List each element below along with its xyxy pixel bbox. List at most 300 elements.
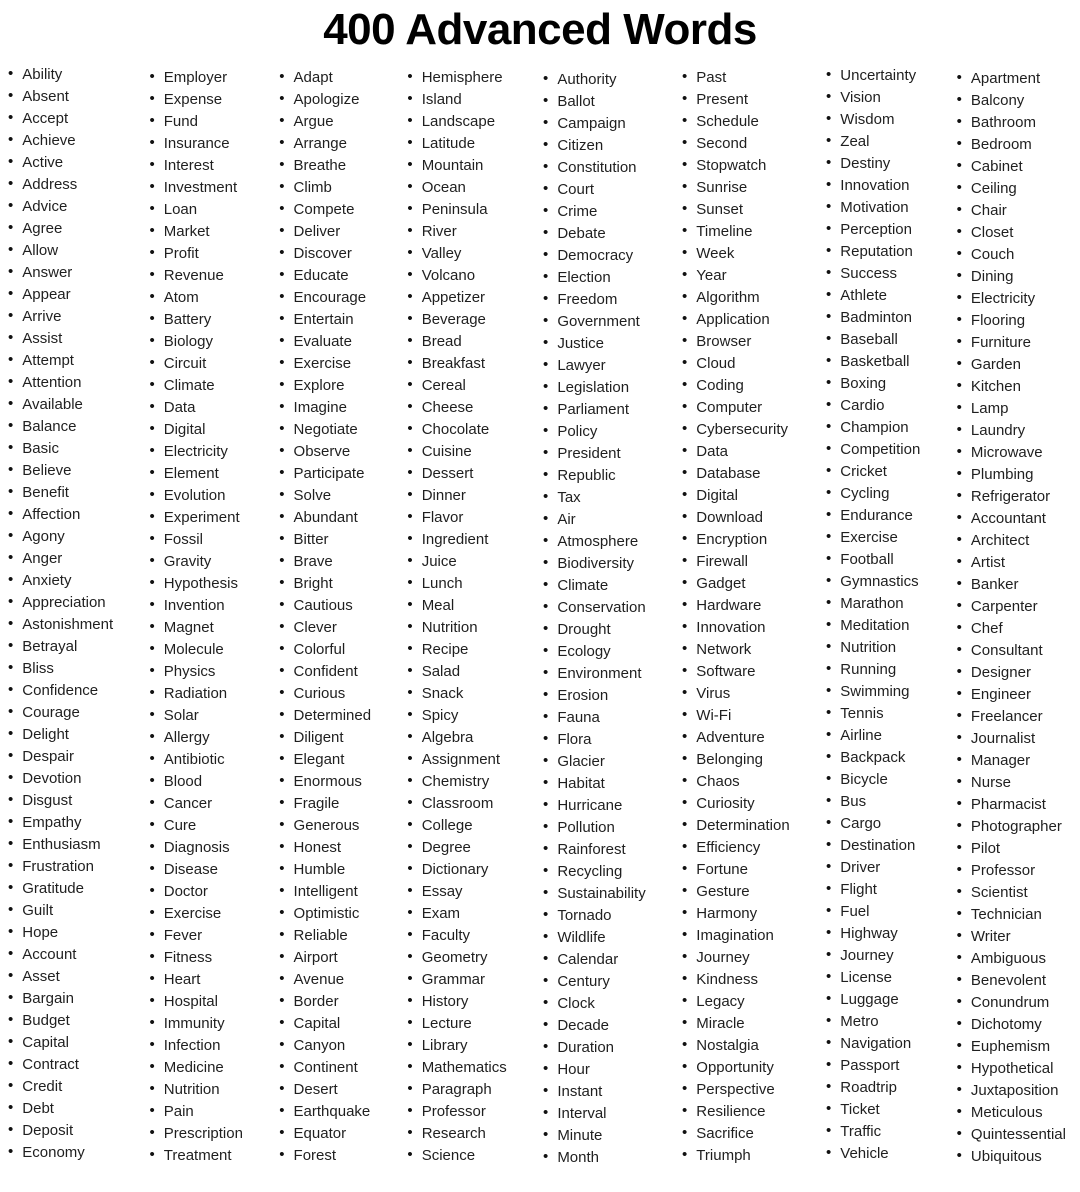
list-item: • Accept (8, 108, 113, 130)
list-item: • Enthusiasm (8, 834, 113, 856)
list-item: • Journey (682, 947, 790, 969)
list-item: • Republic (543, 465, 646, 487)
list-item: • Legacy (682, 991, 790, 1013)
list-item: • Boxing (826, 373, 920, 395)
list-item: • Lawyer (543, 355, 646, 377)
list-item: • Atom (149, 287, 242, 309)
list-item: • College (407, 815, 506, 837)
list-item: • Enormous (279, 771, 371, 793)
list-item: • Algorithm (682, 287, 790, 309)
list-item: • History (407, 991, 506, 1013)
list-item: • Driver (826, 857, 920, 879)
list-item: • Guilt (8, 900, 113, 922)
list-item: • Environment (543, 663, 646, 685)
word-column-4 (407, 67, 506, 1167)
list-item: • Air (543, 509, 646, 531)
list-item: • Hardware (682, 595, 790, 617)
list-item: • Benefit (8, 482, 113, 504)
list-item: • Juxtaposition (957, 1080, 1066, 1102)
list-item: • Designer (957, 662, 1066, 684)
list-item: • Volcano (407, 265, 506, 287)
list-item: • Quintessential (957, 1124, 1066, 1146)
list-item: • Bread (407, 331, 506, 353)
list-item: • Schedule (682, 111, 790, 133)
list-item: • Clock (543, 993, 646, 1015)
list-item: • Arrange (279, 133, 371, 155)
list-item: • Database (682, 463, 790, 485)
list-item: • Hope (8, 922, 113, 944)
list-item: • Century (543, 971, 646, 993)
list-item: • Gravity (149, 551, 242, 573)
list-item: • Airport (279, 947, 371, 969)
list-item: • Encourage (279, 287, 371, 309)
list-item: • Uncertainty (826, 65, 920, 87)
list-item: • Electricity (149, 441, 242, 463)
list-item: • Court (543, 179, 646, 201)
list-item: • Fuel (826, 901, 920, 923)
list-item: • Elegant (279, 749, 371, 771)
list-item: • Harmony (682, 903, 790, 925)
list-item: • Cancer (149, 793, 242, 815)
list-item: • Campaign (543, 113, 646, 135)
list-item: • Closet (957, 222, 1066, 244)
list-item: • Dictionary (407, 859, 506, 881)
list-item: • Capital (279, 1013, 371, 1035)
list-item: • Technician (957, 904, 1066, 926)
list-item: • Bus (826, 791, 920, 813)
list-item: • Apologize (279, 89, 371, 111)
list-item: • Destination (826, 835, 920, 857)
list-item: • Cricket (826, 461, 920, 483)
word-column-5 (543, 69, 646, 1169)
list-item: • Confidence (8, 680, 113, 702)
list-item: • Biology (149, 331, 242, 353)
list-item: • Answer (8, 262, 113, 284)
list-item: • Dinner (407, 485, 506, 507)
list-item: • Kindness (682, 969, 790, 991)
list-item: • Glacier (543, 751, 646, 773)
list-item: • Cure (149, 815, 242, 837)
list-item: • Island (407, 89, 506, 111)
list-item: • Bargain (8, 988, 113, 1010)
list-item: • Appear (8, 284, 113, 306)
list-item: • Refrigerator (957, 486, 1066, 508)
list-item: • Passport (826, 1055, 920, 1077)
list-item: • Conundrum (957, 992, 1066, 1014)
list-item: • Hypothesis (149, 573, 242, 595)
list-item: • Engineer (957, 684, 1066, 706)
list-item: • Hour (543, 1059, 646, 1081)
list-item: • Battery (149, 309, 242, 331)
list-item: • Reliable (279, 925, 371, 947)
list-item: • Climate (149, 375, 242, 397)
list-item: • Baseball (826, 329, 920, 351)
list-item: • Mathematics (407, 1057, 506, 1079)
list-item: • Credit (8, 1076, 113, 1098)
list-item: • Data (149, 397, 242, 419)
list-item: • Exam (407, 903, 506, 925)
list-item: • Generous (279, 815, 371, 837)
list-item: • Lamp (957, 398, 1066, 420)
list-item: • Meal (407, 595, 506, 617)
list-item: • Hypothetical (957, 1058, 1066, 1080)
list-item: • Investment (149, 177, 242, 199)
list-item: • Electricity (957, 288, 1066, 310)
list-item: • Market (149, 221, 242, 243)
list-item: • Achieve (8, 130, 113, 152)
word-column-1 (8, 64, 113, 1164)
list-item: • Optimistic (279, 903, 371, 925)
list-item: • Ocean (407, 177, 506, 199)
list-item: • Agony (8, 526, 113, 548)
list-item: • Backpack (826, 747, 920, 769)
list-item: • Cybersecurity (682, 419, 790, 441)
list-item: • Paragraph (407, 1079, 506, 1101)
list-item: • Digital (682, 485, 790, 507)
list-item: • Border (279, 991, 371, 1013)
list-item: • Laundry (957, 420, 1066, 442)
list-item: • Democracy (543, 245, 646, 267)
list-item: • Motivation (826, 197, 920, 219)
list-item: • Chef (957, 618, 1066, 640)
list-item: • Avenue (279, 969, 371, 991)
list-item: • License (826, 967, 920, 989)
list-item: • Reputation (826, 241, 920, 263)
list-item: • Vehicle (826, 1143, 920, 1165)
list-item: • Physics (149, 661, 242, 683)
list-item: • Second (682, 133, 790, 155)
list-item: • Clever (279, 617, 371, 639)
list-item: • Consultant (957, 640, 1066, 662)
list-item: • Lecture (407, 1013, 506, 1035)
list-item: • Diligent (279, 727, 371, 749)
list-item: • Astonishment (8, 614, 113, 636)
list-item: • Disease (149, 859, 242, 881)
list-item: • Legislation (543, 377, 646, 399)
word-column-7 (826, 65, 920, 1165)
list-item: • Conservation (543, 597, 646, 619)
list-item: • Element (149, 463, 242, 485)
list-item: • Ticket (826, 1099, 920, 1121)
list-item: • Ubiquitous (957, 1146, 1066, 1168)
list-item: • Hospital (149, 991, 242, 1013)
list-item: • Browser (682, 331, 790, 353)
list-item: • Radiation (149, 683, 242, 705)
list-item: • Marathon (826, 593, 920, 615)
list-item: • Flavor (407, 507, 506, 529)
list-item: • Debt (8, 1098, 113, 1120)
list-item: • Exercise (149, 903, 242, 925)
list-item: • Beverage (407, 309, 506, 331)
list-item: • Opportunity (682, 1057, 790, 1079)
list-item: • Asset (8, 966, 113, 988)
list-item: • Garden (957, 354, 1066, 376)
list-item: • Hemisphere (407, 67, 506, 89)
list-item: • Ingredient (407, 529, 506, 551)
list-item: • Ballot (543, 91, 646, 113)
list-item: • Balance (8, 416, 113, 438)
list-item: • Contract (8, 1054, 113, 1076)
list-item: • Deliver (279, 221, 371, 243)
list-item: • Fragile (279, 793, 371, 815)
list-item: • Science (407, 1145, 506, 1167)
list-item: • Delight (8, 724, 113, 746)
list-item: • Canyon (279, 1035, 371, 1057)
list-item: • Firewall (682, 551, 790, 573)
list-item: • Badminton (826, 307, 920, 329)
list-item: • Apartment (957, 68, 1066, 90)
list-item: • Prescription (149, 1123, 242, 1145)
list-item: • Recycling (543, 861, 646, 883)
list-item: • Climate (543, 575, 646, 597)
list-item: • Diagnosis (149, 837, 242, 859)
list-item: • Cycling (826, 483, 920, 505)
list-item: • Agree (8, 218, 113, 240)
list-item: • Chocolate (407, 419, 506, 441)
list-item: • Perspective (682, 1079, 790, 1101)
list-item: • Balcony (957, 90, 1066, 112)
list-item: • Solar (149, 705, 242, 727)
list-item: • Pilot (957, 838, 1066, 860)
list-item: • Despair (8, 746, 113, 768)
list-item: • Medicine (149, 1057, 242, 1079)
list-item: • Determination (682, 815, 790, 837)
list-item: • Policy (543, 421, 646, 443)
list-item: • Success (826, 263, 920, 285)
list-item: • Champion (826, 417, 920, 439)
list-item: • Anger (8, 548, 113, 570)
list-item: • Nutrition (407, 617, 506, 639)
list-item: • Compete (279, 199, 371, 221)
list-item: • Stopwatch (682, 155, 790, 177)
list-item: • Cabinet (957, 156, 1066, 178)
list-item: • Roadtrip (826, 1077, 920, 1099)
list-item: • Capital (8, 1032, 113, 1054)
list-item: • Luggage (826, 989, 920, 1011)
list-item: • Assist (8, 328, 113, 350)
list-item: • Sacrifice (682, 1123, 790, 1145)
list-item: • Bathroom (957, 112, 1066, 134)
list-item: • Allergy (149, 727, 242, 749)
list-item: • Treatment (149, 1145, 242, 1167)
list-item: • Present (682, 89, 790, 111)
list-item: • Innovation (826, 175, 920, 197)
list-item: • River (407, 221, 506, 243)
list-item: • Destiny (826, 153, 920, 175)
list-item: • Network (682, 639, 790, 661)
list-item: • Computer (682, 397, 790, 419)
list-item: • Frustration (8, 856, 113, 878)
list-item: • Cereal (407, 375, 506, 397)
list-item: • Flooring (957, 310, 1066, 332)
list-item: • Valley (407, 243, 506, 265)
list-item: • Meticulous (957, 1102, 1066, 1124)
list-item: • Benevolent (957, 970, 1066, 992)
list-item: • Journey (826, 945, 920, 967)
list-item: • Grammar (407, 969, 506, 991)
list-item: • Adventure (682, 727, 790, 749)
list-item: • Navigation (826, 1033, 920, 1055)
list-item: • Algebra (407, 727, 506, 749)
list-item: • Cautious (279, 595, 371, 617)
list-item: • Blood (149, 771, 242, 793)
list-item: • Software (682, 661, 790, 683)
list-item: • Zeal (826, 131, 920, 153)
list-item: • President (543, 443, 646, 465)
list-item: • Artist (957, 552, 1066, 574)
list-item: • Euphemism (957, 1036, 1066, 1058)
list-item: • Encryption (682, 529, 790, 551)
list-item: • Architect (957, 530, 1066, 552)
word-column-8 (957, 68, 1066, 1168)
list-item: • Believe (8, 460, 113, 482)
list-item: • Gesture (682, 881, 790, 903)
list-item: • Ecology (543, 641, 646, 663)
list-item: • Gymnastics (826, 571, 920, 593)
list-item: • Pharmacist (957, 794, 1066, 816)
list-item: • Attention (8, 372, 113, 394)
list-item: • Deposit (8, 1120, 113, 1142)
list-item: • Affection (8, 504, 113, 526)
list-item: • Equator (279, 1123, 371, 1145)
list-item: • Parliament (543, 399, 646, 421)
list-item: • Chair (957, 200, 1066, 222)
list-item: • Available (8, 394, 113, 416)
list-item: • Basic (8, 438, 113, 460)
list-item: • Atmosphere (543, 531, 646, 553)
list-item: • Intelligent (279, 881, 371, 903)
list-item: • Entertain (279, 309, 371, 331)
list-item: • Advice (8, 196, 113, 218)
list-item: • Confident (279, 661, 371, 683)
list-item: • Vision (826, 87, 920, 109)
list-item: • Earthquake (279, 1101, 371, 1123)
list-item: • Degree (407, 837, 506, 859)
list-item: • Gratitude (8, 878, 113, 900)
list-item: • Discover (279, 243, 371, 265)
list-item: • Minute (543, 1125, 646, 1147)
list-item: • Empathy (8, 812, 113, 834)
list-item: • Latitude (407, 133, 506, 155)
list-item: • Bedroom (957, 134, 1066, 156)
list-item: • Pain (149, 1101, 242, 1123)
list-item: • Fever (149, 925, 242, 947)
list-item: • Nutrition (149, 1079, 242, 1101)
list-item: • Evolution (149, 485, 242, 507)
list-item: • Photographer (957, 816, 1066, 838)
list-item: • Bicycle (826, 769, 920, 791)
list-item: • Heart (149, 969, 242, 991)
list-item: • Chemistry (407, 771, 506, 793)
list-item: • Meditation (826, 615, 920, 637)
list-item: • Football (826, 549, 920, 571)
list-item: • Citizen (543, 135, 646, 157)
word-columns (0, 58, 1080, 1169)
list-item: • Cloud (682, 353, 790, 375)
list-item: • Bitter (279, 529, 371, 551)
list-item: • Spicy (407, 705, 506, 727)
list-item: • Fitness (149, 947, 242, 969)
list-item: • Fortune (682, 859, 790, 881)
list-item: • Participate (279, 463, 371, 485)
list-item: • Dessert (407, 463, 506, 485)
list-item: • Peninsula (407, 199, 506, 221)
list-item: • Interest (149, 155, 242, 177)
list-item: • Recipe (407, 639, 506, 661)
list-item: • Expense (149, 89, 242, 111)
list-item: • Wisdom (826, 109, 920, 131)
list-item: • Election (543, 267, 646, 289)
list-item: • Evaluate (279, 331, 371, 353)
list-item: • Adapt (279, 67, 371, 89)
list-item: • Carpenter (957, 596, 1066, 618)
list-item: • Kitchen (957, 376, 1066, 398)
list-item: • Crime (543, 201, 646, 223)
list-item: • Classroom (407, 793, 506, 815)
list-item: • Tennis (826, 703, 920, 725)
list-item: • Justice (543, 333, 646, 355)
list-item: • Wi-Fi (682, 705, 790, 727)
list-item: • Interval (543, 1103, 646, 1125)
list-item: • Perception (826, 219, 920, 241)
list-item: • Determined (279, 705, 371, 727)
list-item: • Fossil (149, 529, 242, 551)
list-item: • Anxiety (8, 570, 113, 592)
list-item: • Ceiling (957, 178, 1066, 200)
list-item: • Climb (279, 177, 371, 199)
list-item: • Coding (682, 375, 790, 397)
list-item: • Appreciation (8, 592, 113, 614)
list-item: • Erosion (543, 685, 646, 707)
list-item: • Assignment (407, 749, 506, 771)
list-item: • Attempt (8, 350, 113, 372)
list-item: • Application (682, 309, 790, 331)
list-item: • Cargo (826, 813, 920, 835)
list-item: • Fauna (543, 707, 646, 729)
list-item: • Data (682, 441, 790, 463)
list-item: • Immunity (149, 1013, 242, 1035)
list-item: • Authority (543, 69, 646, 91)
list-item: • Tornado (543, 905, 646, 927)
list-item: • Rainforest (543, 839, 646, 861)
list-item: • Efficiency (682, 837, 790, 859)
list-item: • Banker (957, 574, 1066, 596)
list-item: • Experiment (149, 507, 242, 529)
list-item: • Ability (8, 64, 113, 86)
word-column-6 (682, 67, 790, 1167)
list-item: • Bright (279, 573, 371, 595)
list-item: • Library (407, 1035, 506, 1057)
list-item: • Salad (407, 661, 506, 683)
list-item: • Honest (279, 837, 371, 859)
list-item: • Antibiotic (149, 749, 242, 771)
list-item: • Devotion (8, 768, 113, 790)
list-item: • Instant (543, 1081, 646, 1103)
list-item: • Wildlife (543, 927, 646, 949)
list-item: • Biodiversity (543, 553, 646, 575)
list-item: • Professor (407, 1101, 506, 1123)
list-item: • Couch (957, 244, 1066, 266)
list-item: • Exercise (826, 527, 920, 549)
list-item: • Calendar (543, 949, 646, 971)
list-item: • Negotiate (279, 419, 371, 441)
list-item: • Flora (543, 729, 646, 751)
list-item: • Faculty (407, 925, 506, 947)
list-item: • Download (682, 507, 790, 529)
list-item: • Absent (8, 86, 113, 108)
list-item: • Research (407, 1123, 506, 1145)
list-item: • Traffic (826, 1121, 920, 1143)
